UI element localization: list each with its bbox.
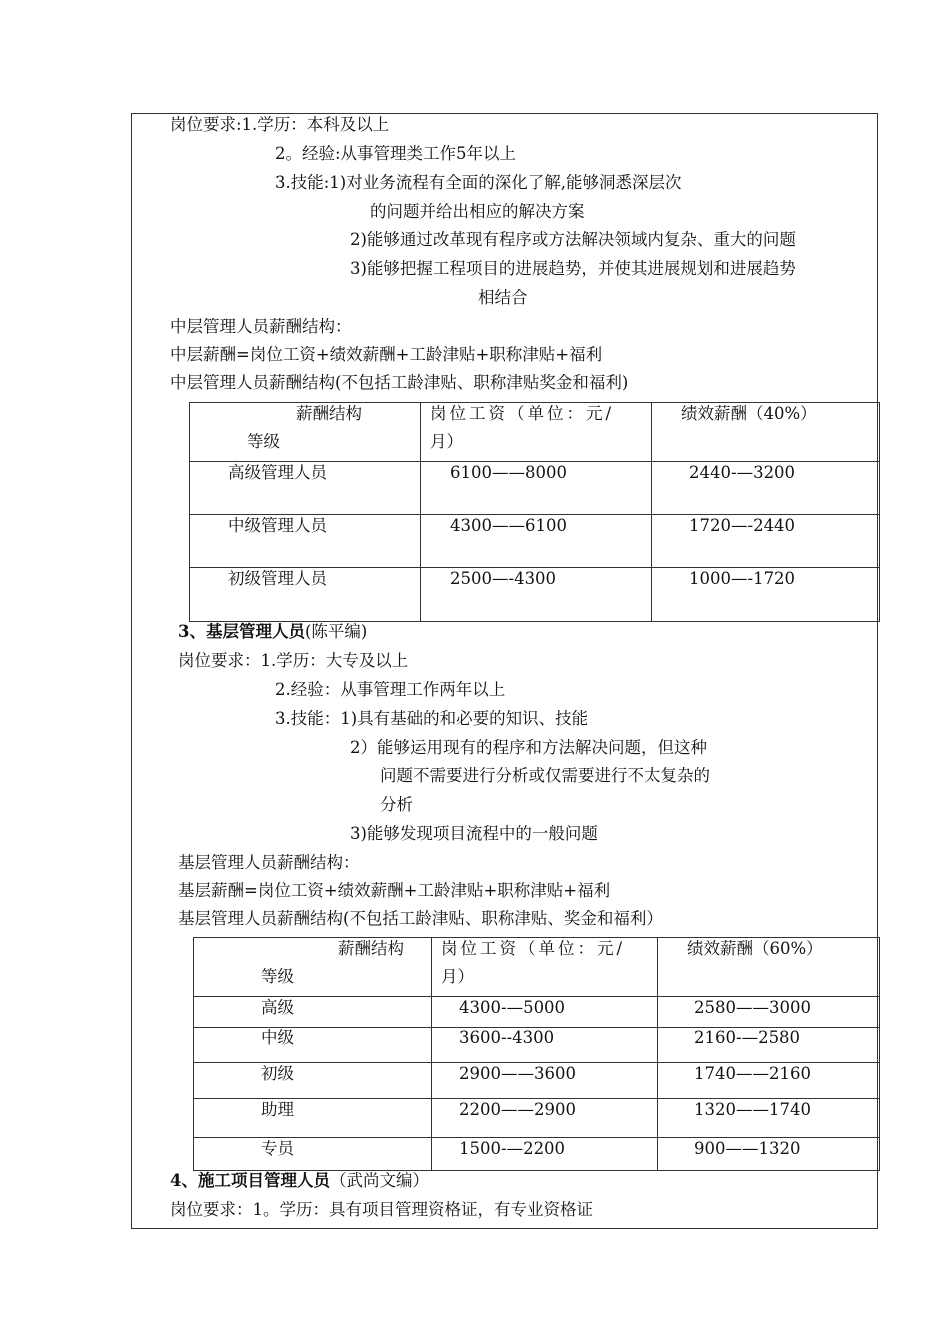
header-base: 岗位工资（单位：元/ — [430, 404, 615, 423]
header-perf: 绩效薪酬（60%） — [687, 939, 823, 958]
base-cell: 4300-—5000 — [459, 998, 566, 1017]
header-structure: 薪酬结构 — [338, 939, 404, 958]
basic-salary-title: 基层管理人员薪酬结构： — [178, 853, 360, 872]
base-cell: 3600--4300 — [459, 1028, 555, 1047]
header-base-cont: 月） — [441, 967, 474, 986]
middle-req-skill2: 2)能够通过改革现有程序或方法解决领域内复杂、重大的问题 — [350, 230, 796, 249]
middle-req-skill1: 3.技能:1)对业务流程有全面的深化了解,能够洞悉深层次 — [275, 173, 682, 192]
grade-cell: 初级管理人员 — [228, 569, 327, 588]
header-perf: 绩效薪酬（40%） — [681, 404, 817, 423]
grade-cell: 中级 — [261, 1028, 294, 1047]
header-base: 岗位工资（单位：元/ — [441, 939, 626, 958]
grade-cell: 初级 — [261, 1064, 294, 1083]
header-cell-base — [432, 938, 658, 997]
perf-cell: 1320——1740 — [694, 1100, 811, 1119]
header-grade: 等级 — [261, 967, 294, 986]
grade-cell: 专员 — [261, 1139, 294, 1158]
header-cell-base — [421, 403, 652, 462]
table-row — [190, 462, 880, 515]
perf-cell: 1740——2160 — [694, 1064, 811, 1083]
grade-cell: 高级 — [261, 998, 294, 1017]
basic-req-experience: 2.经验：从事管理工作两年以上 — [275, 680, 506, 699]
perf-cell: 2580——3000 — [694, 998, 811, 1017]
middle-req-experience: 2。经验:从事管理类工作5年以上 — [275, 144, 517, 163]
table-row — [194, 1138, 880, 1171]
base-cell: 2200——2900 — [459, 1100, 576, 1119]
perf-cell: 900——1320 — [694, 1139, 801, 1158]
base-cell: 6100——8000 — [450, 463, 567, 482]
header-grade: 等级 — [247, 432, 280, 451]
perf-cell: 2160-—2580 — [694, 1028, 801, 1047]
middle-salary-formula: 中层薪酬=岗位工资+绩效薪酬+工龄津贴+职称津贴+福利 — [170, 345, 603, 364]
perf-cell: 2440-—3200 — [689, 463, 796, 482]
basic-req-skill3: 3)能够发现项目流程中的一般问题 — [350, 824, 598, 843]
basic-req-skill1: 3.技能：1)具有基础的和必要的知识、技能 — [275, 709, 589, 728]
middle-salary-title: 中层管理人员薪酬结构： — [170, 317, 352, 336]
project-heading-title: 4、施工项目管理人员 — [170, 1171, 330, 1190]
grade-cell: 中级管理人员 — [228, 516, 327, 535]
basic-req-skill2-cont: 问题不需要进行分析或仅需要进行不太复杂的 — [380, 766, 710, 785]
table-row — [194, 1028, 880, 1063]
middle-req-skill3-cont: 相结合 — [478, 288, 528, 307]
base-cell: 2900——3600 — [459, 1064, 576, 1083]
middle-req-skill3: 3)能够把握工程项目的进展趋势，并使其进展规划和进展趋势 — [350, 259, 796, 278]
table-row — [194, 1063, 880, 1099]
project-req-education: 岗位要求：1。学历：具有项目管理资格证，有专业资格证 — [170, 1200, 593, 1219]
middle-salary-note: 中层管理人员薪酬结构(不包括工龄津贴、职称津贴奖金和福利) — [170, 373, 629, 392]
table-row — [194, 997, 880, 1028]
middle-salary-table — [189, 402, 880, 622]
table-row — [190, 568, 880, 622]
perf-cell: 1000—-1720 — [689, 569, 796, 588]
base-cell: 1500-—2200 — [459, 1139, 566, 1158]
header-cell-structure — [190, 403, 421, 462]
project-heading — [170, 1171, 429, 1191]
header-cell-structure — [194, 938, 432, 997]
basic-salary-note: 基层管理人员薪酬结构(不包括工龄津贴、职称津贴、奖金和福利） — [178, 909, 663, 928]
basic-heading-title: 3、基层管理人员 — [178, 622, 305, 641]
middle-req-education: 岗位要求:1.学历：本科及以上 — [170, 115, 390, 134]
project-heading-author: （武尚文编） — [329, 1171, 429, 1190]
basic-req-skill2-cont2: 分析 — [380, 795, 413, 814]
basic-heading-author: (陈平编) — [304, 622, 368, 641]
header-base-cont: 月） — [430, 432, 463, 451]
table-row — [194, 1099, 880, 1138]
header-cell-perf — [652, 403, 880, 462]
grade-cell: 高级管理人员 — [228, 463, 327, 482]
table-row — [190, 515, 880, 568]
basic-req-skill2: 2）能够运用现有的程序和方法解决问题，但这种 — [350, 738, 707, 757]
base-cell: 2500—-4300 — [450, 569, 557, 588]
grade-cell: 助理 — [261, 1100, 294, 1119]
basic-req-education: 岗位要求：1.学历：大专及以上 — [178, 651, 409, 670]
basic-salary-table — [193, 937, 880, 1171]
header-structure: 薪酬结构 — [296, 404, 362, 423]
table-header-row — [194, 938, 880, 997]
basic-heading — [178, 622, 367, 642]
table-header-row — [190, 403, 880, 462]
middle-req-skill1-cont: 的问题并给出相应的解决方案 — [370, 202, 585, 221]
header-cell-perf — [658, 938, 880, 997]
perf-cell: 1720—-2440 — [689, 516, 796, 535]
base-cell: 4300——6100 — [450, 516, 567, 535]
basic-salary-formula: 基层薪酬=岗位工资+绩效薪酬+工龄津贴+职称津贴+福利 — [178, 881, 611, 900]
